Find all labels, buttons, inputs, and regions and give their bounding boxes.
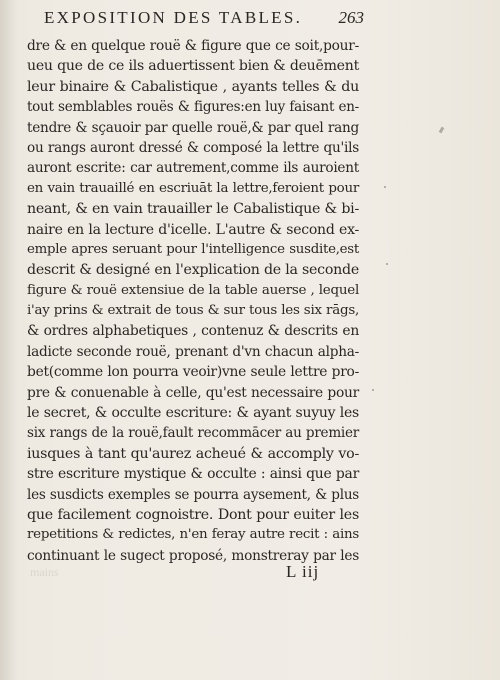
gutter-shadow bbox=[0, 0, 18, 680]
body-text bbox=[27, 36, 359, 566]
paper-mark bbox=[439, 127, 445, 134]
text-line: bet(comme lon pourra veoir)vne seule lettre pro- bbox=[27, 364, 359, 381]
text-line: & ordres alphabetiques , contenuz & descrits en bbox=[27, 323, 359, 340]
text-line: neant, & en vain trauailler le Cabalistique & bi- bbox=[27, 201, 359, 218]
text-line: dre & en quelque rouë & figure que ce soit,pour- bbox=[27, 38, 359, 54]
text-line: naire en la lecture d'icelle. L'autre & second ex- bbox=[27, 221, 359, 238]
text-line: tendre & sçauoir par quelle rouë,& par quel rang bbox=[27, 119, 359, 136]
show-through-text: mains bbox=[30, 565, 59, 579]
text-line: ladicte seconde rouë, prenant d'vn chacun alpha- bbox=[27, 343, 359, 360]
text-line: descrit & designé en l'explication de la seconde bbox=[27, 262, 359, 279]
text-line: iusques à tant qu'aurez acheué & accomply vo- bbox=[27, 445, 359, 462]
text-line: auront escrite: car autrement,comme ils auroient bbox=[27, 160, 359, 177]
text-line: i'ay prins & extrait de tous & sur tous les six rāgs, bbox=[27, 303, 359, 319]
paper-speck bbox=[386, 263, 388, 265]
text-line: en vain trauaillé en escriuāt la lettre,feroient pour bbox=[27, 180, 359, 196]
text-line: tout semblables rouës & figures:en luy faisant en- bbox=[27, 99, 359, 116]
paper-speck bbox=[372, 389, 374, 391]
page-number: 263 bbox=[338, 8, 364, 27]
signature-mark: L iij bbox=[286, 562, 320, 581]
text-line: six rangs de la rouë,fault recommācer au premier bbox=[27, 425, 359, 442]
text-line: figure & rouë extensiue de la table auerse , lequel bbox=[27, 282, 359, 298]
running-head bbox=[44, 6, 364, 32]
text-line: ueu que de ce ils aduertissent bien & deuēment bbox=[27, 58, 359, 75]
text-line: les susdicts exemples se pourra aysement, & plus bbox=[27, 486, 359, 503]
text-line: que facilement cognoistre. Dont pour euiter les bbox=[27, 506, 359, 523]
paper-speck bbox=[384, 186, 386, 188]
text-line: pre & conuenable à celle, qu'est necessaire pour bbox=[27, 384, 359, 401]
text-line: le secret, & occulte escriture: & ayant suyuy les bbox=[27, 405, 359, 422]
text-line: leur binaire & Cabalistique , ayants telles & du bbox=[27, 78, 359, 95]
running-head-title: EXPOSITION DES TABLES. bbox=[44, 8, 303, 27]
text-line: repetitions & redictes, n'en feray autre recit : ains bbox=[27, 527, 359, 543]
text-line: emple apres seruant pour l'intelligence susdite,est bbox=[27, 241, 359, 257]
text-line: stre escriture mystique & occulte : ainsi que par bbox=[27, 466, 359, 483]
text-line: ou rangs auront dressé & composé la lettre qu'ils bbox=[27, 139, 359, 156]
text-line: continuant le sugect proposé, monstreray par les bbox=[27, 547, 359, 564]
